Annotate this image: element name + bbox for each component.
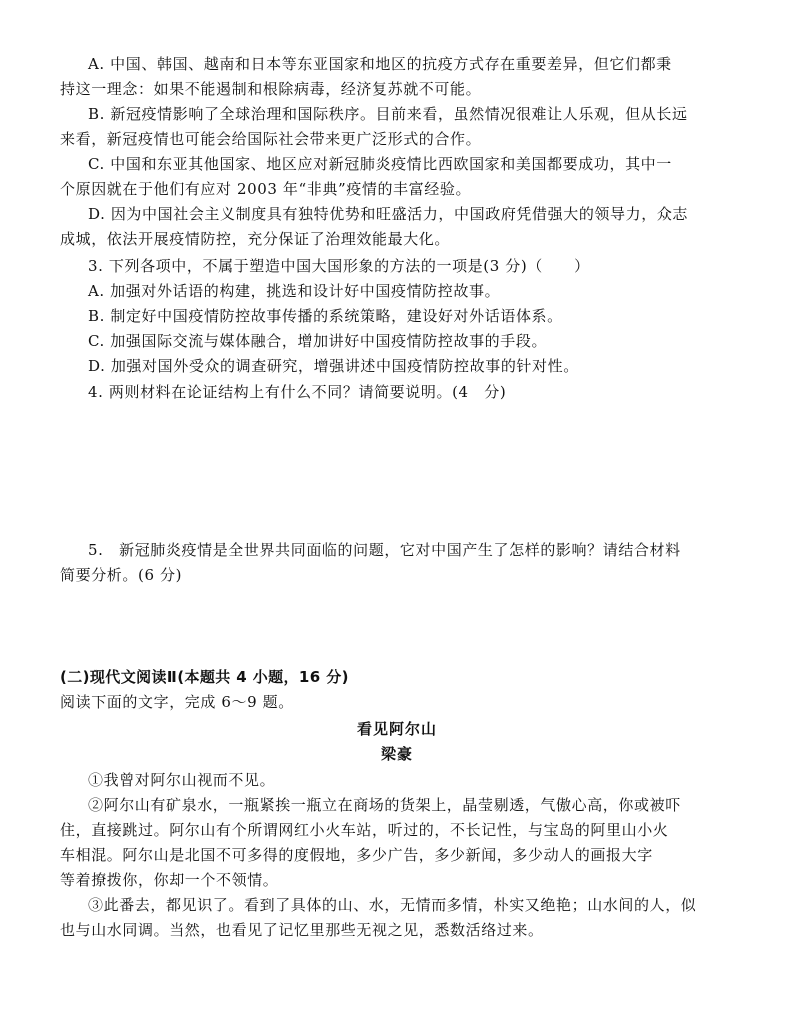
question-3-option-b: B. 制定好中国疫情防控故事传播的系统策略，建设好对外话语体系。 <box>88 307 563 325</box>
question-4-stem: 4. 两则材料在论证结构上有什么不同？请简要说明。(4 分) <box>88 383 507 401</box>
article-author: 梁豪 <box>380 745 413 763</box>
reading-instruction: 阅读下面的文字，完成 6～9 题。 <box>60 693 294 711</box>
question-3-option-a: A. 加强对外话语的构建，挑选和设计好中国疫情防控故事。 <box>88 282 501 300</box>
option-d-line-1: D. 因为中国社会主义制度具有独特优势和旺盛活力，中国政府凭借强大的领导力，众志 <box>88 205 689 223</box>
option-c-line-2: 个原因就在于他们有应对 2003 年“非典”疫情的丰富经验。 <box>60 180 472 198</box>
paragraph-3-line-1: ③此番去，都见识了。看到了具体的山、水，无情而多情，朴实又绝艳；山水间的人，似 <box>88 896 697 914</box>
question-5-line-2: 简要分析。(6 分) <box>60 566 183 584</box>
option-d-line-2: 成城，依法开展疫情防控，充分保证了治理效能最大化。 <box>60 230 451 248</box>
question-5-line-1: 5. 新冠肺炎疫情是全世界共同面临的问题，它对中国产生了怎样的影响？请结合材料 <box>88 541 681 559</box>
section-heading: (二)现代文阅读Ⅱ(本题共 4 小题，16 分) <box>60 668 349 686</box>
option-b-line-1: B. 新冠疫情影响了全球治理和国际秩序。目前来看，虽然情况很难让人乐观，但从长远 <box>88 105 688 123</box>
option-a-line-1: A. 中国、韩国、越南和日本等东亚国家和地区的抗疫方式存在重要差异，但它们都秉 <box>88 55 672 73</box>
paragraph-2-line-4: 等着撩拨你，你却一个不领情。 <box>60 871 279 889</box>
paragraph-2-line-3: 车相混。阿尔山是北国不可多得的度假地，多少广告，多少新闻，多少动人的画报大字 <box>60 846 653 864</box>
paragraph-2-line-2: 住，直接跳过。阿尔山有个所谓网红小火车站，听过的，不长记性，与宝岛的阿里山小火 <box>60 821 669 839</box>
question-3-option-d: D. 加强对国外受众的调查研究，增强讲述中国疫情防控故事的针对性。 <box>88 357 579 375</box>
paragraph-3-line-2: 也与山水同调。当然，也看见了记忆里那些无视之见，悉数活络过来。 <box>60 921 544 939</box>
question-3-stem: 3. 下列各项中，不属于塑造中国大国形象的方法的一项是(3 分)（ ） <box>88 257 590 275</box>
question-3-option-c: C. 加强国际交流与媒体融合，增加讲好中国疫情防控故事的手段。 <box>88 332 548 350</box>
option-c-line-1: C. 中国和东亚其他国家、地区应对新冠肺炎疫情比西欧国家和美国都要成功，其中一 <box>88 155 672 173</box>
option-a-line-2: 持这一理念：如果不能遏制和根除病毒，经济复苏就不可能。 <box>60 80 482 98</box>
paragraph-1: ①我曾对阿尔山视而不见。 <box>88 771 276 789</box>
option-b-line-2: 来看，新冠疫情也可能会给国际社会带来更广泛形式的合作。 <box>60 130 482 148</box>
article-title: 看见阿尔山 <box>356 720 437 738</box>
paragraph-2-line-1: ②阿尔山有矿泉水，一瓶紧挨一瓶立在商场的货架上，晶莹剔透，气傲心高，你或被吓 <box>88 796 681 814</box>
